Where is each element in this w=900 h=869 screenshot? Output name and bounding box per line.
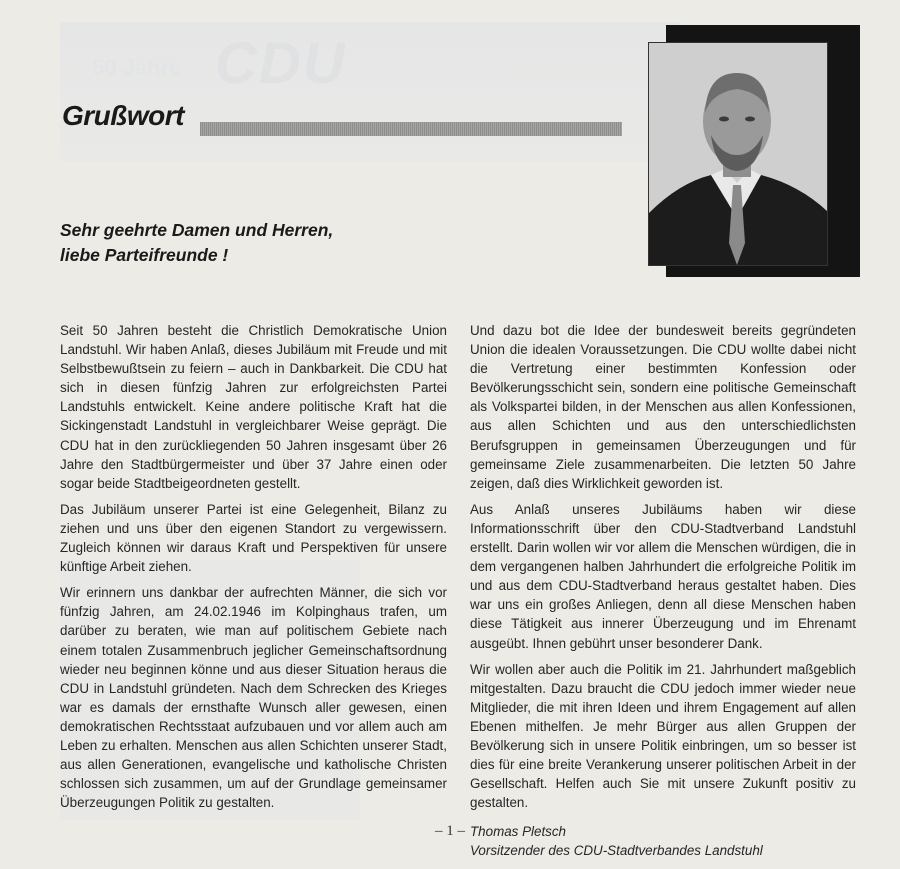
right-text-column (470, 321, 856, 860)
signature-name: Thomas Pletsch (470, 824, 567, 840)
paragraph: Wir wollen aber auch die Politik im 21. Jahrhundert maßgeblich mitgestalten. Dazu braucht die CDU jedoch immer wieder neue Mitglieder, die mit ihren Ideen und ihrem Engagement auf allen Ebenen mithelfen. Je mehr Bürger aus allen Gruppen der Bevölkerung sich in unsere Politik einbringen, um so besser ist dies für eine breite Verankerung unserer politischen Arbeit in der Gesellschaft. Helfen auch Sie mit unsere Zukunft positiv zu gestalten. (470, 661, 856, 811)
page-heading: Grußwort (62, 100, 184, 131)
paragraph: Das Jubiläum unserer Partei ist eine Gelegenheit, Bilanz zu ziehen und uns über den eigenen Standort zu vergewissern. Zugleich können wir daraus Kraft und Perspektiven für unsere künftige Arbeit ziehen. (60, 501, 447, 575)
paragraph: Seit 50 Jahren besteht die Christlich Demokratische Union Landstuhl. Wir haben Anlaß, dieses Jubiläum mit Freude und mit Selbstbewußtsein zu feiern – auch in Dankbarkeit. Die CDU hat sich in diesen fünfzig Jahren zur erfolgreichsten Partei Landstuhls entwickelt. Keine andere politische Kraft hat die Sickingenstadt Landstuhl in vergleichbarer Weise geprägt. Die CDU hat in den zurückliegenden 50 Jahren insgesamt über 26 Jahre den Stadtbürgermeister und über 37 Jahre einen oder sogar beide Stadtbeigeordneten gestellt. (60, 323, 447, 491)
portrait-photo (648, 42, 828, 266)
paragraph: Aus Anlaß unseres Jubiläums haben wir diese Informationsschrift über den CDU-Stadtverband Landstuhl erstellt. Darin wollen wir vor allem die Menschen würdigen, die in dem vergangenen halben Jahrhundert die erfolgreiche Politik im und aus dem CDU-Stadtverband heraus gestaltet haben. Dies war uns ein großes Anliegen, denn all diese Menschen haben diese Tätigkeit aus innerer Überzeugung und im Ehrenamt ausgeübt. Ihnen gebührt unser besonderer Dank. (470, 501, 856, 651)
paragraph: Und dazu bot die Idee der bundesweit bereits gegründeten Union die idealen Voraussetzungen. Die CDU wollte dabei nicht die Vertretung einer bestimmten Konfession oder Bevölkerungsschicht sein, sondern eine politische Gemeinschaft als Volkspartei bilden, in der Menschen aus allen Konfessionen, aus allen Schichten und aus den unterschiedlichsten Berufsgruppen in gemeinsamen Überzeugungen und für gemeinsame Ziele zusammenarbeiten. Die letzten 50 Jahre zeigen, daß dies Wirklichkeit geworden ist. (470, 323, 856, 491)
bleed-through-logo: CDU (215, 31, 347, 96)
signature-title: Vorsitzender des CDU-Stadtverbandes Landstuhl (470, 843, 763, 859)
page-number: – 1 – (435, 823, 465, 839)
heading-rule (200, 122, 622, 136)
paragraph: Wir erinnern uns dankbar der aufrechten Männer, die sich vor fünfzig Jahren, am 24.02.1946 im Kolpinghaus trafen, um darüber zu beraten, wie man auf politischem Gebiete nach einem totalen Zusammenbruch jeglicher Gemeinschaftsordnung wieder neu beginnen könne und aus dieser Situation heraus die CDU in Landstuhl gründeten. Nach dem Schrecken des Krieges war es damals der ernsthafte Wunsch aller gewesen, einen demokratischen Rechtsstaat aufzubauen und vor allem auch am Leben zu erhalten. Menschen aus allen Schichten unserer Stadt, aus allen Generationen, evangelische und katholische Christen schlossen sich zusammen, um auf der Grundlage gemeinsamer Überzeugungen Politik zu gestalten. (60, 585, 447, 811)
left-text-column (60, 321, 447, 819)
salutation-line: Sehr geehrte Damen und Herren, (60, 220, 334, 240)
salutation-line: liebe Parteifreunde ! (60, 245, 229, 265)
bleed-through-text: 50 Jahre (92, 55, 182, 80)
salutation (60, 218, 333, 268)
portrait-illustration (649, 43, 827, 265)
bleed-through-banner (60, 22, 680, 162)
